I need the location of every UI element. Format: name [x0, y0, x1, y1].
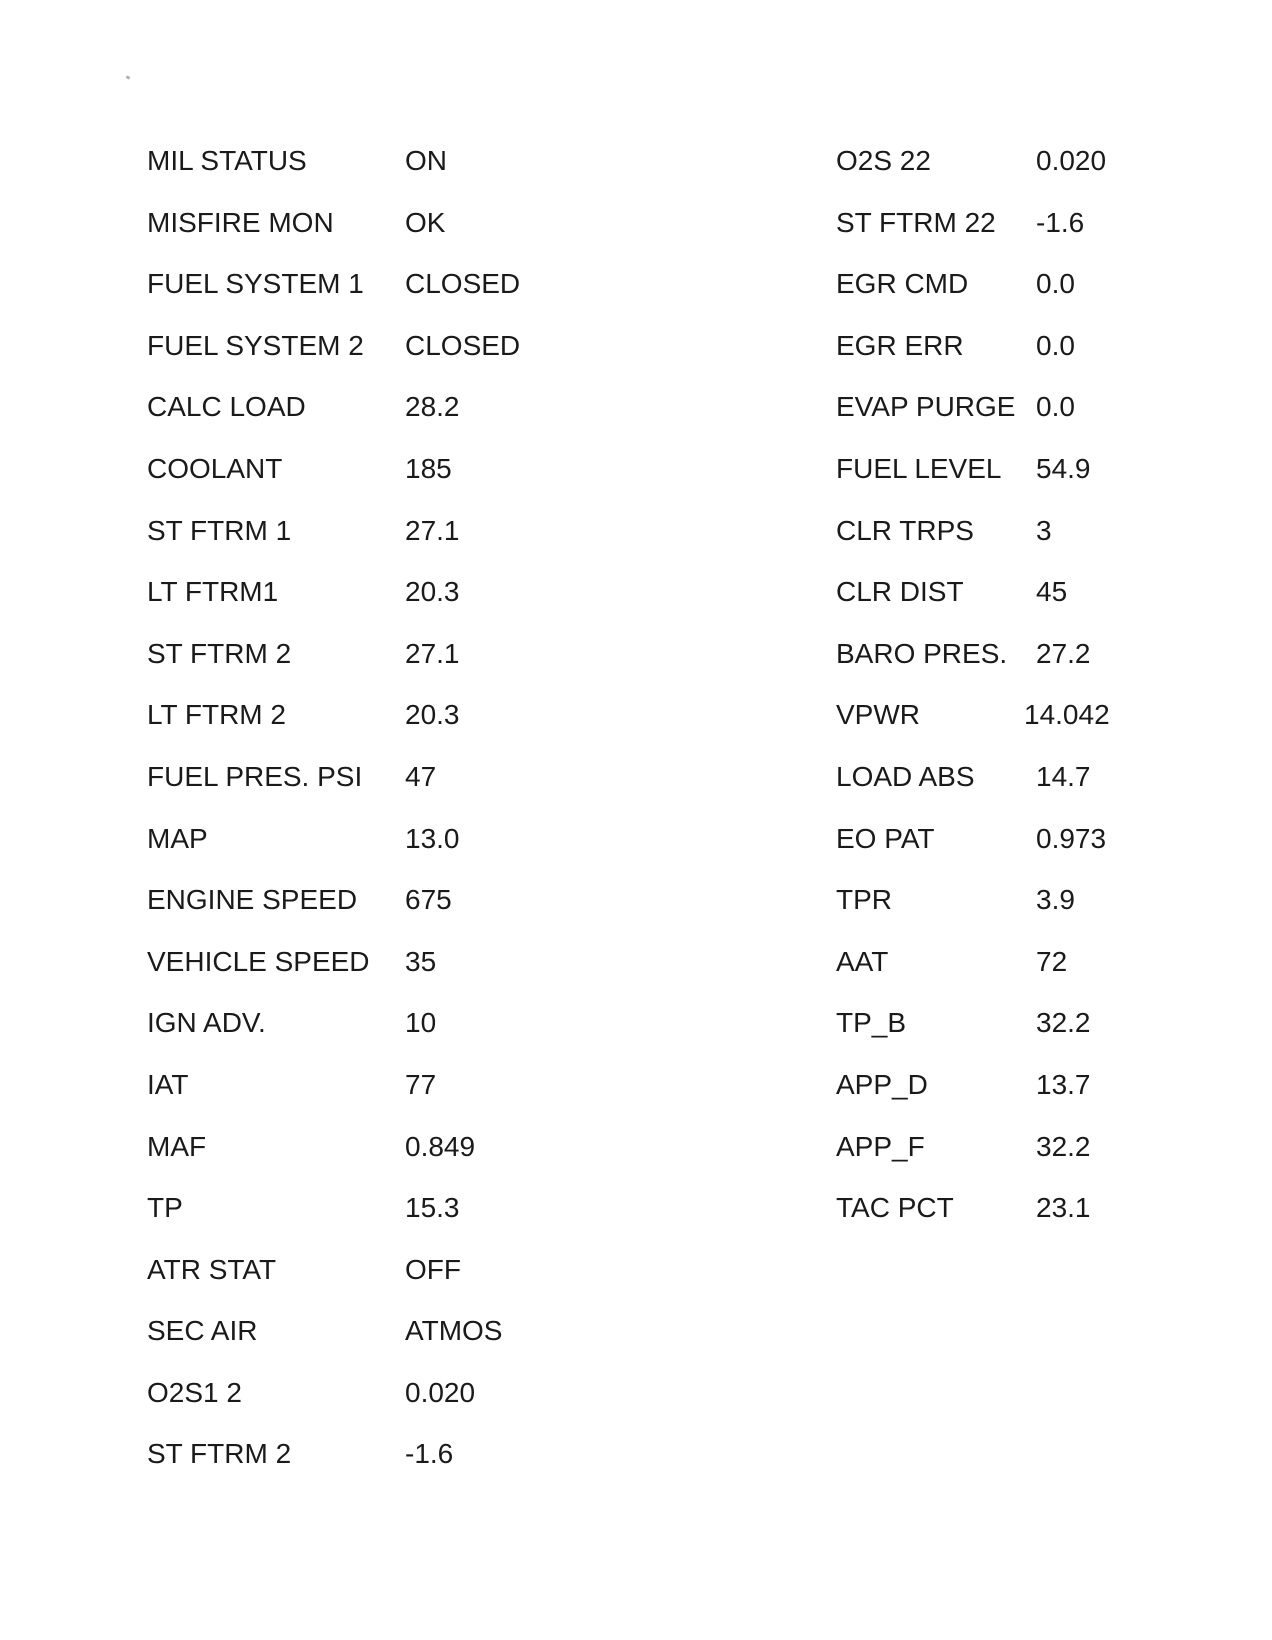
parameter-value: 0.0: [1036, 391, 1075, 423]
parameter-label: MAF: [147, 1130, 207, 1162]
parameter-value: 47: [405, 760, 437, 792]
parameter-value: 14.7: [1036, 760, 1091, 792]
parameter-label: CLR DIST: [836, 576, 964, 608]
parameter-value: 13.0: [405, 822, 460, 854]
parameter-value: CLOSED: [405, 268, 521, 300]
parameter-label: EVAP PURGE: [836, 391, 1016, 423]
parameter-value: 13.7: [1036, 1068, 1091, 1100]
parameter-value: 77: [405, 1068, 437, 1100]
parameter-value: -1.6: [1036, 206, 1085, 238]
parameter-label: FUEL PRES. PSI: [147, 760, 363, 792]
parameter-value: 20.3: [405, 699, 460, 731]
parameter-label: MISFIRE MON: [147, 206, 334, 238]
parameter-label: IAT: [147, 1068, 189, 1100]
parameter-value: 3: [1036, 514, 1052, 546]
parameter-value: 45: [1036, 576, 1068, 608]
parameter-label: FUEL LEVEL: [836, 452, 1002, 484]
parameter-value: 27.2: [1036, 637, 1091, 669]
parameter-label: MAP: [147, 822, 208, 854]
parameter-label: EGR ERR: [836, 329, 964, 361]
parameter-value: 0.020: [405, 1376, 476, 1408]
parameter-value: 27.1: [405, 637, 460, 669]
parameter-label: EGR CMD: [836, 268, 969, 300]
parameter-label: ST FTRM 22: [836, 206, 996, 238]
parameter-label: ENGINE SPEED: [147, 884, 358, 916]
parameter-value: 0.0: [1036, 329, 1075, 361]
parameter-value: 14.042: [1024, 699, 1110, 731]
parameter-label: MIL STATUS: [147, 145, 307, 176]
parameter-value: ATMOS: [405, 1315, 503, 1347]
parameter-value: CLOSED: [405, 329, 521, 361]
parameter-value: 0.973: [1036, 822, 1107, 854]
parameter-value: 23.1: [1036, 1192, 1091, 1224]
parameter-value: 20.3: [405, 576, 460, 608]
parameter-label: FUEL SYSTEM 2: [147, 329, 364, 361]
parameter-label: ST FTRM 1: [147, 514, 292, 546]
parameter-value: 32.2: [1036, 1007, 1091, 1039]
parameter-value: OFF: [405, 1253, 461, 1285]
parameter-label: TAC PCT: [836, 1192, 954, 1224]
parameter-value: 32.2: [1036, 1130, 1091, 1162]
parameter-label: AAT: [836, 945, 889, 977]
parameter-value: ON: [405, 145, 447, 176]
parameter-value: 27.1: [405, 514, 460, 546]
parameter-value: 54.9: [1036, 452, 1091, 484]
parameter-label: TP_B: [836, 1007, 907, 1039]
parameter-label: FUEL SYSTEM 1: [147, 268, 364, 300]
parameter-label: APP_D: [836, 1068, 928, 1100]
parameter-value: -1.6: [405, 1438, 454, 1470]
parameter-label: CALC LOAD: [147, 391, 306, 423]
parameter-value: 0.0: [1036, 268, 1075, 300]
parameter-label: VPWR: [836, 699, 920, 731]
parameter-label: COOLANT: [147, 452, 283, 484]
parameter-value: 72: [1036, 945, 1068, 977]
parameter-value: 185: [405, 452, 452, 484]
parameter-value: OK: [405, 206, 446, 238]
parameter-label: EO PAT: [836, 822, 935, 854]
parameter-label: ST FTRM 2: [147, 1438, 292, 1470]
parameter-value: 35: [405, 945, 437, 977]
parameter-label: IGN ADV.: [147, 1007, 266, 1039]
parameter-value: 675: [405, 884, 452, 916]
scan-speck: [126, 75, 131, 80]
parameter-value: 10: [405, 1007, 437, 1039]
parameter-label: LOAD ABS: [836, 760, 975, 792]
parameter-value: 3.9: [1036, 884, 1075, 916]
parameter-label: BARO PRES.: [836, 637, 1008, 669]
parameter-label: O2S1 2: [147, 1376, 242, 1408]
parameter-label: SEC AIR: [147, 1315, 258, 1347]
parameter-label: TPR: [836, 884, 892, 916]
parameter-label: ATR STAT: [147, 1253, 277, 1285]
parameter-value: 0.020: [1036, 145, 1107, 176]
parameter-label: TP: [147, 1192, 183, 1224]
parameter-label: LT FTRM 2: [147, 699, 286, 731]
parameter-label: O2S 22: [836, 145, 931, 176]
parameter-value: 0.849: [405, 1130, 476, 1162]
parameter-label: VEHICLE SPEED: [147, 945, 370, 977]
parameter-value: 15.3: [405, 1192, 460, 1224]
parameter-label: APP_F: [836, 1130, 925, 1162]
parameter-label: ST FTRM 2: [147, 637, 292, 669]
parameter-label: LT FTRM1: [147, 576, 279, 608]
parameter-label: CLR TRPS: [836, 514, 974, 546]
parameter-value: 28.2: [405, 391, 460, 423]
